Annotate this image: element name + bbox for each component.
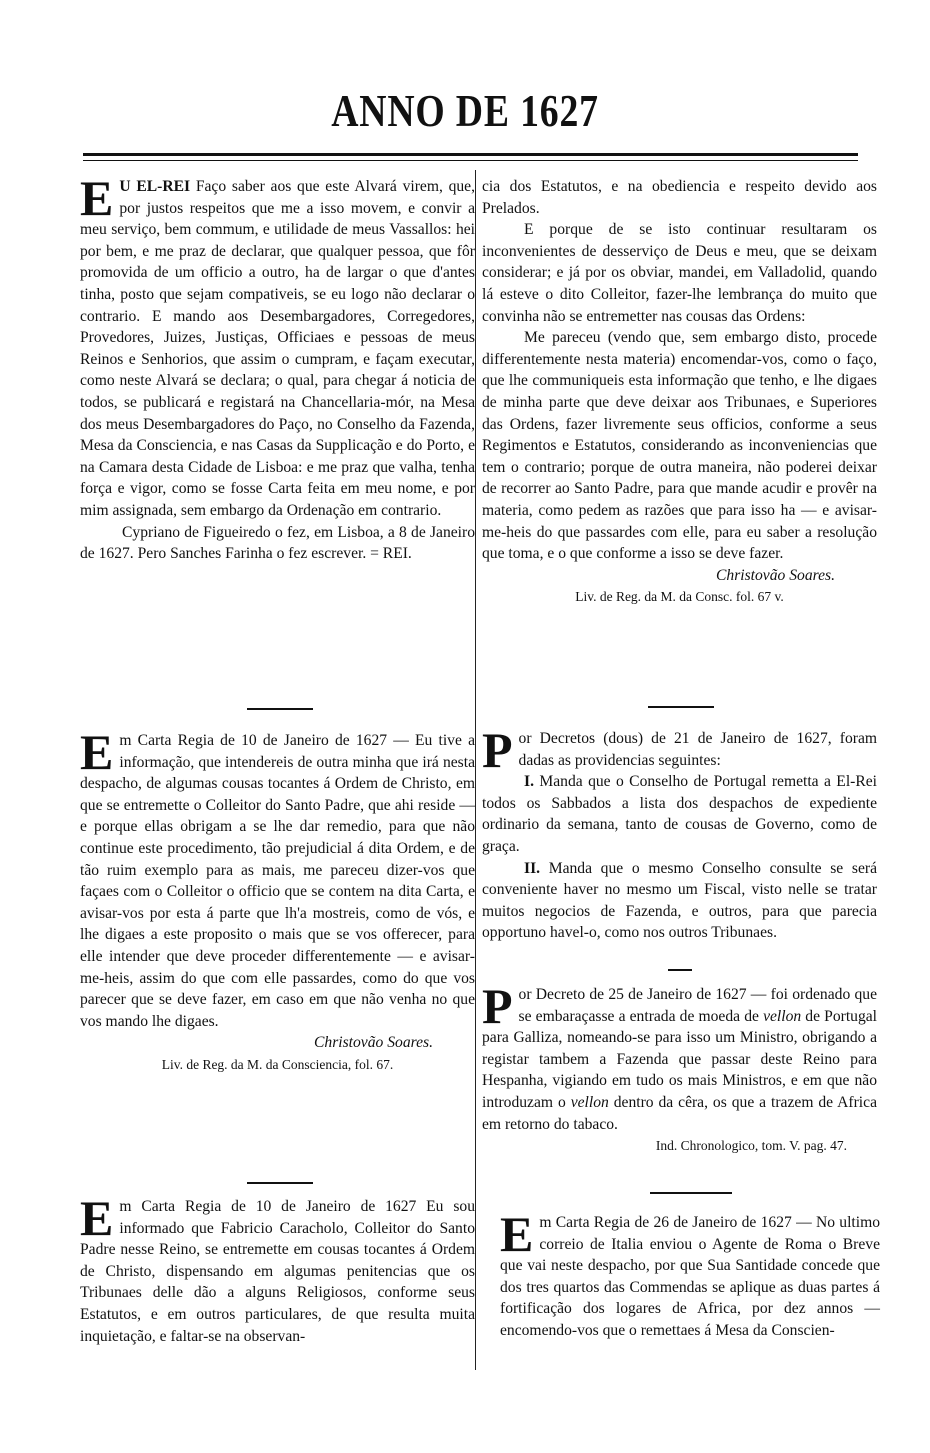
entry-decreto-25-jan	[482, 978, 877, 1135]
drop-cap: P	[482, 978, 513, 1034]
item-number: II.	[524, 859, 541, 877]
entry-alvara	[80, 170, 475, 522]
signature: Christovão Soares.	[716, 566, 835, 584]
entry-carta-regia-26-jan	[500, 1206, 880, 1342]
entry-carta-regia-10-jan	[80, 724, 475, 1032]
continuation-text: cia dos Estatutos, e na obediencia e respeito devido aos Prelados.	[482, 178, 877, 217]
section-separator	[247, 708, 313, 710]
paragraph: E porque de se isto continuar resultaram os inconvenientes de desserviço de Deus e meu, que se deixam considerar; e já por os obviar, mandei, em Valladolid, quando lá esteve o dito Colleitor, fazer-lhe lembrança do muito que convinha não se entremetter nas cousas das Ordens:	[482, 221, 877, 325]
term-vellon: vellon	[763, 1007, 802, 1025]
source-citation: Ind. Chronologico, tom. V. pag. 47.	[655, 1138, 847, 1154]
left-entry-2	[80, 724, 475, 1076]
page-title: ANNO DE 1627	[331, 85, 599, 136]
item-text: Manda que o Conselho de Portugal remetta a El-Rei todos os Sabbados a lista dos despachos de expediente ordinario da semana, tanto de cousas de Governo, como de graça.	[482, 773, 877, 855]
item-number: I.	[524, 773, 534, 791]
column-divider	[475, 170, 476, 1370]
drop-cap: E	[80, 724, 114, 780]
entry-intro: or Decretos (dous) de 21 de Janeiro de 1627, foram dadas as providencias seguintes:	[518, 730, 877, 769]
source-citation: Liv. de Reg. da M. da Consc. fol. 67 v.	[575, 589, 784, 605]
drop-cap: E	[500, 1206, 534, 1262]
right-column	[482, 176, 877, 608]
term-vellon: vellon	[570, 1093, 609, 1111]
entry-text: or Decreto de 25 de Janeiro de 1627 — foi ordenado que se embaraçasse a entrada de moeda de	[518, 986, 877, 1025]
item-text: Manda que o mesmo Conselho consulte se será conveniente haver no mesmo um Fiscal, visto nelle se tratar muitos negocios de Fazenda, e outros, para que parecia opportuno havel-o, como nos outros Tribunaes.	[482, 859, 877, 942]
decree-item-1	[482, 771, 877, 857]
right-entry-decreto-25	[482, 978, 877, 1157]
entry-body: m Carta Regia de 26 de Janeiro de 1627 — No ultimo correio de Italia enviou o Agente de Roma o Breve que vai neste despacho, por que Sua Santidade concede que dos tres quartos das Commendas se aplique as duas partes á fortificação dos logares de Africa, por dez annos — encomendo-vos que o remettaes á Mesa da Conscien-	[500, 1214, 880, 1339]
section-separator	[668, 969, 692, 971]
right-entry-carta-26	[500, 1206, 880, 1342]
right-entry-decretos	[482, 722, 877, 944]
entry-body: Faço saber aos que este Alvará virem, que, por justos respeitos que me a isso movem, e convir a meu serviço, bem commum, e utilidade de meus Vassallos: hei por bem, e me praz de declarar, que qualquer pessoa, que fôr promovida de um officio a outro, ha de largar o que d'antes tinha, posto que sejam compativeis, se eu logo não declarar o contrario. E mando aos Desembargadores, Corregedores, Provedores, Juizes, Justiças, Officiaes e pessoas de meus Reinos e Senhorios, que assim o cumpram, e façam executar, como neste Alvará se declara; o qual, para chegar á noticia de todos, se publicará e registará na Chancellaria-mór, na Mesa dos meus Desembargadores do Paço, no Conselho da Fazenda, Mesa da Consciencia, e nas Casas da Supplicação e do Porto, e na Camara desta Cidade de Lisboa: e me praz que valha, tenha força e vigor, como se fosse Carta feita em meu nome, e por mim assignada, sem embargo da Ordenação em contrario.	[80, 178, 475, 519]
decree-item-2	[482, 858, 877, 944]
entry-decretos-21-jan	[482, 722, 877, 778]
paragraph: Me pareceu (vendo que, sem embargo disto, procede differentemente nesta materia) encomendar-vos, como o faço, que lhe communiqueis esta informação que tenho, e lhe digaes de minha parte que deve deixar aos Tribunaes, e Superiores das Ordens, fazer livremente seus officios, conforme a seus Regimentos e Estatutos, considerando as inconveniencias que tem o contrario; porque de outra maneira, não poderei deixar de recorrer ao Santo Padre, para que mande acudir e provêr na materia, como pedem as razões que para isso ha — e avisar-me-heis do que passardes com elle, para eu saber a resolução que toma, e o que conforme a isso se deve fazer.	[482, 329, 877, 563]
entry-body: m Carta Regia de 10 de Janeiro de 1627 — Eu tive a informação, que intendereis de outra minha que irá nesta despacho, de algumas cousas tocantes á Ordem de Christo, em que se entremette o Colleitor do Santo Padre, que ahi reside — e porque ellas obrigam a se lhe dar remedio, para que não continue este procedimento, tão prejudicial á dita Ordem, e de tão ruim exemplo para as mais, me pareceu dizer-vos que façaes com o Colleitor o officio que se contem na dita Carta, e avisar-vos por esta á parte que lh'a mostreis, como de vós, e lhe digaes a este proposito o mais que se vos offerecer, para elle intender que deve proceder differentemente — e avisar-me-heis, assim do que com elle passardes, como do que vos parecer que se deve fazer, em caso em que não venha no que vos mando lhe digaes.	[80, 732, 475, 1030]
source-citation: Liv. de Reg. da M. da Consciencia, fol. 67.	[161, 1056, 394, 1072]
entry-body: m Carta Regia de 10 de Janeiro de 1627 Eu sou informado que Fabricio Caracholo, Colleitor do Santo Padre nesse Reino, se entremette em cousas tocantes á Ordem de Christo, dispensando em algumas penitencias que os Tribunaes delle dão a alguns Religiosos, conforme seus Estatutos, e em outros particulares, de que resulta muita inquietação, e faltar-se na observan-	[80, 1198, 475, 1345]
header-rule-thin	[83, 160, 858, 161]
section-separator	[247, 1182, 313, 1184]
section-separator	[648, 706, 714, 708]
header-rule-thick	[83, 153, 858, 156]
entry-text: de Portugal para Galliza, nomeando-se para isso um Ministro, obrigando a registar tambem a Fazenda que passar deste Reino para Hespanha, vigiando em tudo os mais Ministros, e em que não introduzam o	[482, 1007, 877, 1111]
drop-cap: P	[482, 722, 513, 778]
entry-lead: U EL-REI	[119, 178, 191, 195]
entry-carta-regia-10-jan-b	[80, 1190, 475, 1347]
entry-text: dentro da cêra, os que a trazem de Africa em retorno do tabaco.	[482, 1093, 877, 1133]
left-entry-3	[80, 1190, 475, 1347]
signature: Christovão Soares.	[314, 1034, 433, 1052]
left-column	[80, 170, 475, 565]
drop-cap: E	[80, 1190, 114, 1246]
drop-cap: E	[80, 170, 114, 226]
section-separator	[650, 1192, 732, 1194]
entry-closing: Cypriano de Figueiredo o fez, em Lisboa, a 8 de Janeiro de 1627. Pero Sanches Farinha o fez escrever. = REI.	[80, 523, 475, 563]
